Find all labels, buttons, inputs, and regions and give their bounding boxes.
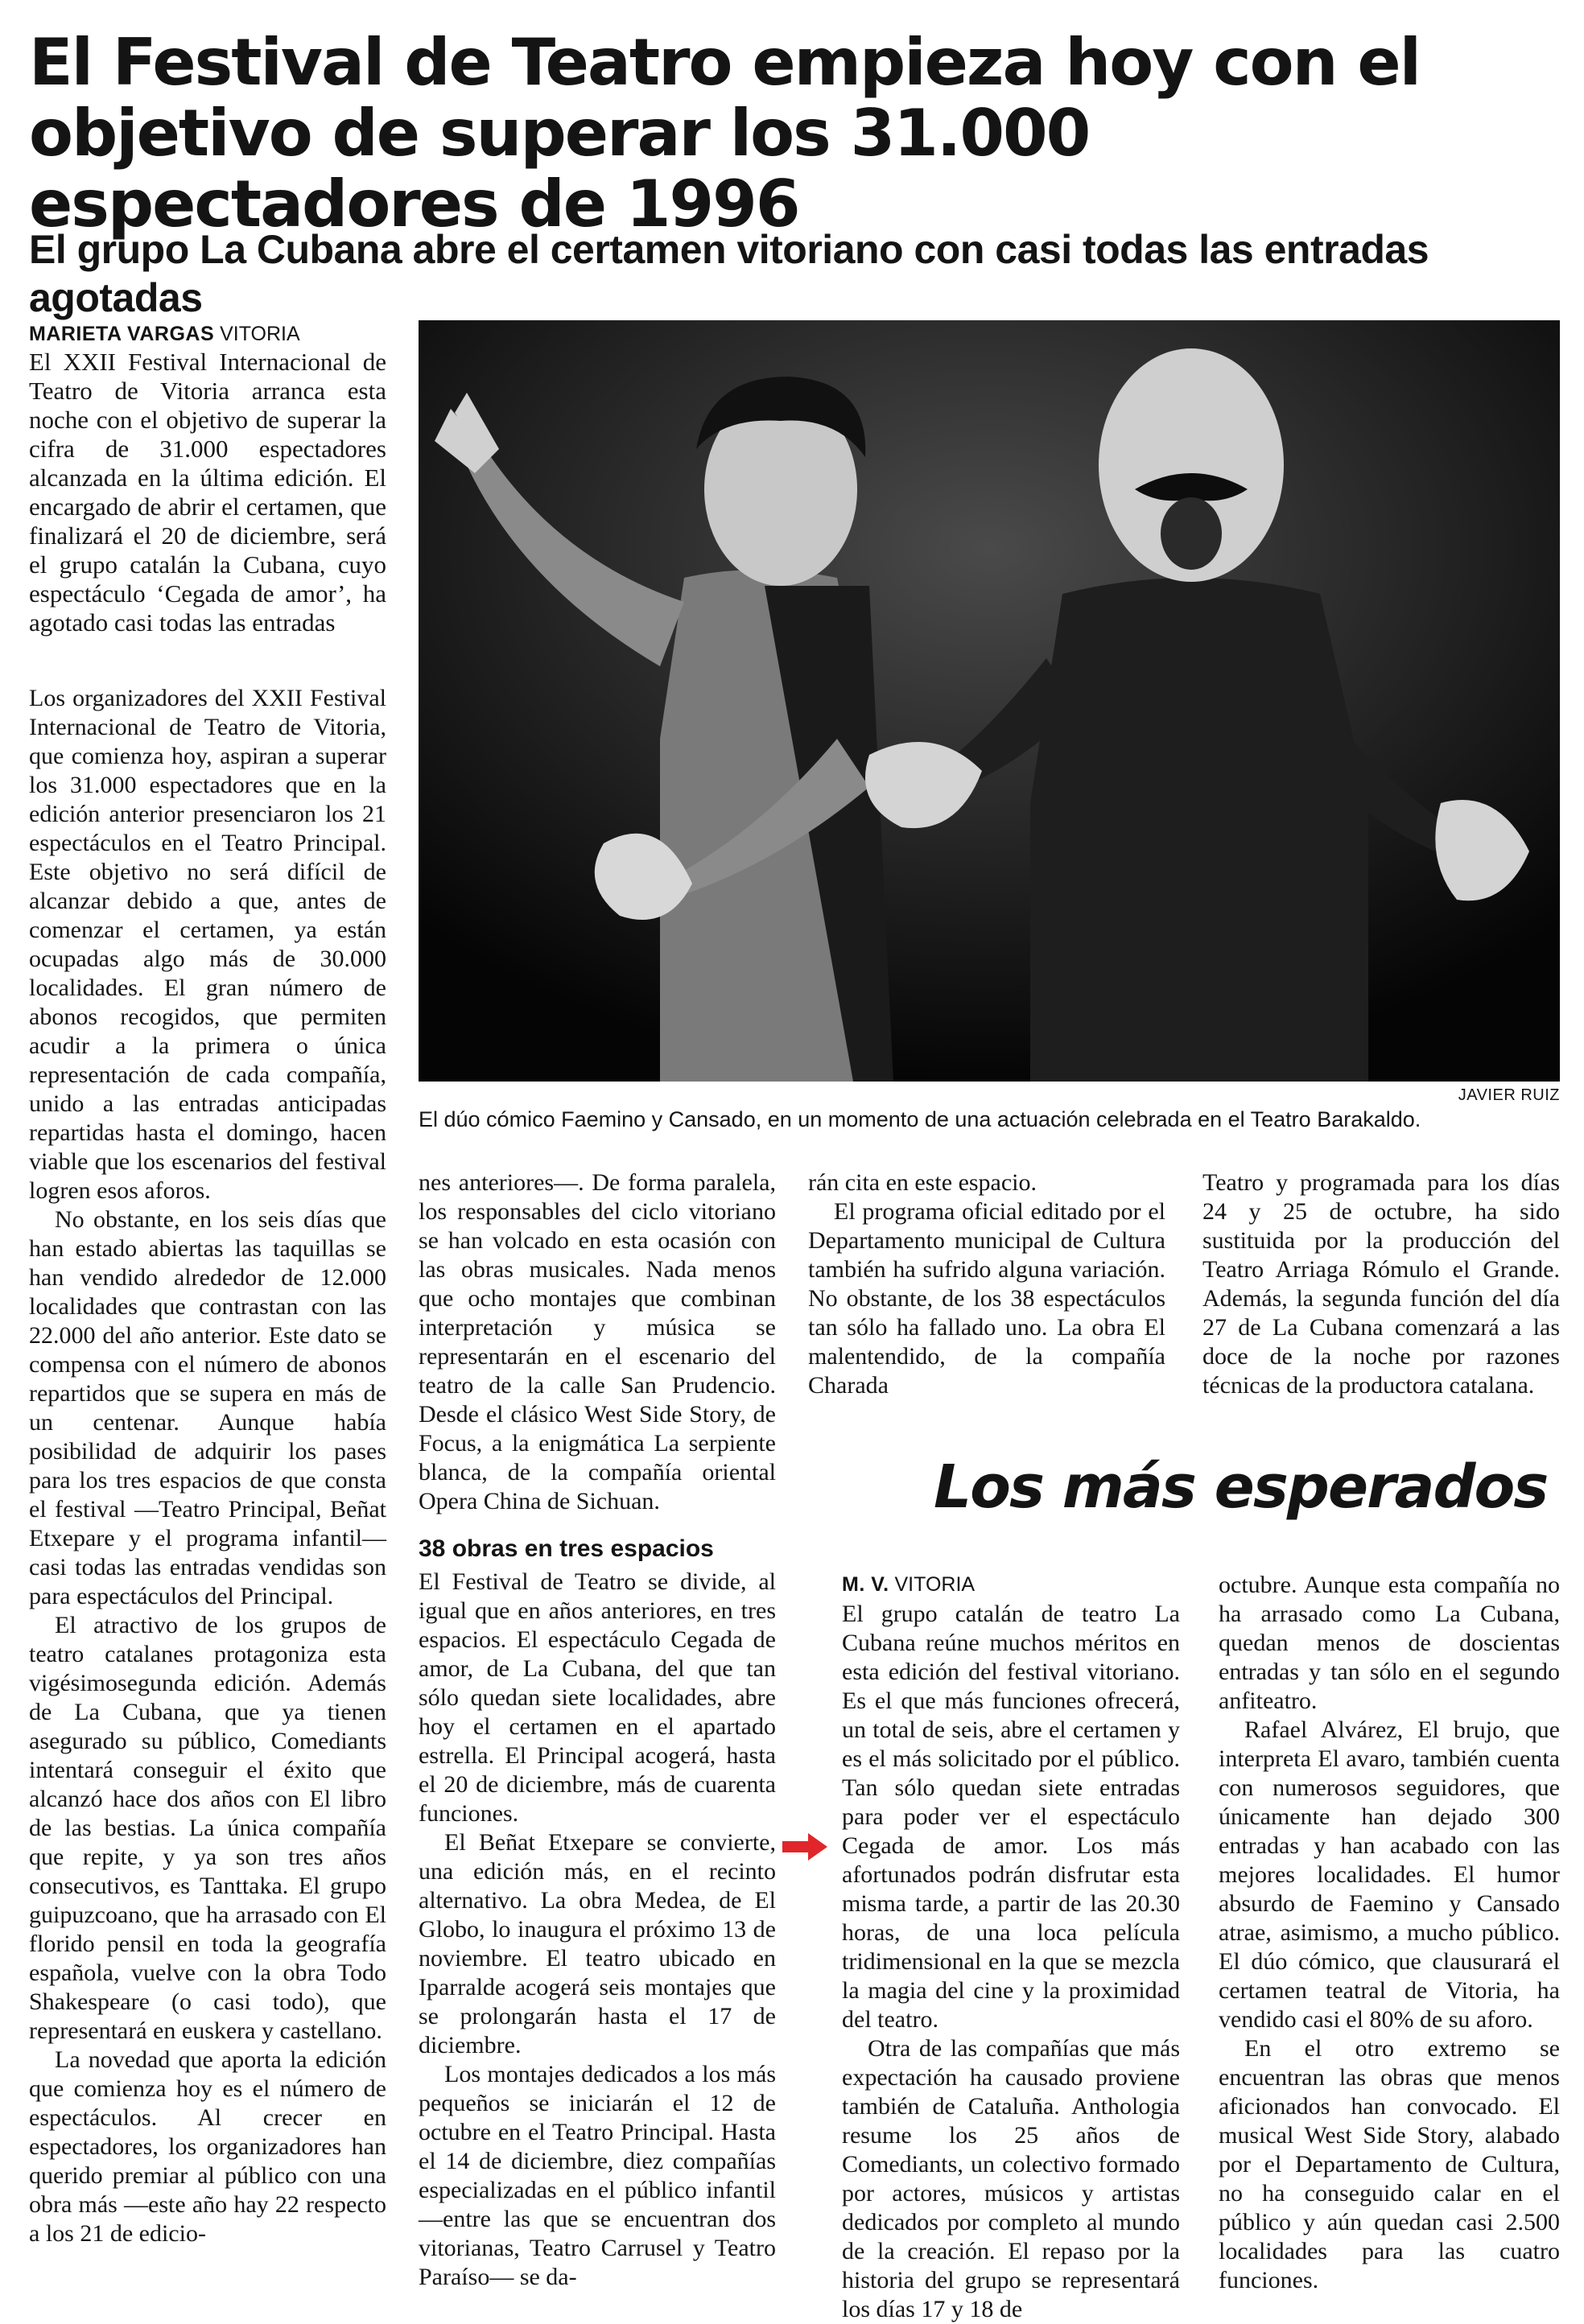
paragraph: rán cita en este espacio.	[808, 1169, 1037, 1196]
article-column-3	[808, 1168, 1165, 1410]
performers-illustration	[419, 320, 1560, 1082]
arrow-icon	[782, 1833, 827, 1860]
paragraph: Los organizadores del XXII Festival Internacional de Teatro de Vitoria, que comienza hoy, aspiran a superar los 31.000 espectadores que en la edición anterior presenciaron los 21 espectáculos en el Teatro Principal. Este objetivo no será difícil de alcanzar debido a que, antes de comenzar el certamen, ya están ocupadas algo más de 30.000 localidades. El gran número de abonos recogidos, que permiten acudir a la primera o única representación de cada compañía, unido a las entradas anticipadas repartidas hasta el domingo, hacen viable que los escenarios del festival logren esos aforos.	[29, 685, 386, 1204]
byline-author: MARIETA VARGAS	[29, 323, 215, 345]
article-column-1	[29, 684, 386, 2301]
paragraph: La novedad que aporta la edición que comienza hoy es el número de espectáculos. Al crecer en espectadores, los organizadores han querido premiar al público con una obra más —este año hay 22 respecto a los 21 de edicio-	[29, 2046, 386, 2247]
sidebar-column-b	[1219, 1571, 1560, 2301]
sidebar-byline-author: M. V.	[842, 1573, 889, 1596]
paragraph: Otra de las compañías que más expectación ha causado proviene también de Cataluña. Anthologia resume los 25 años de Comediants, un colectivo formado por actores, músicos y artistas dedicados por completo al mundo de la creación. El repaso por la historia del grupo se representará los días 17 y 18 de	[842, 2035, 1180, 2322]
paragraph: En el otro extremo se encuentran las obras que menos aficionados han convocado. El musical West Side Story, alabado por el Departamento de Cultura, no ha conseguido calar en el público y aún quedan casi 2.500 localidades para las cuatro funciones.	[1219, 2035, 1560, 2293]
article-column-2	[419, 1168, 776, 2303]
byline	[29, 320, 399, 348]
subheadline: El grupo La Cubana abre el certamen vitoriano con casi todas las entradas agotadas	[29, 227, 1429, 320]
article-column-4	[1202, 1168, 1560, 1410]
paragraph: Teatro y programada para los días 24 y 25 de octubre, ha sido sustituida por la producción del Teatro Arriaga Rómulo el Grande. Además, la segunda función del día 27 de La Cubana comenzará a las doce de la noche por razones técnicas de la productora catalana.	[1202, 1169, 1560, 1399]
paragraph: Los montajes dedicados a los más pequeños se iniciarán el 12 de octubre en el Teatro Principal. Hasta el 14 de diciembre, diez compañías especializadas en el público infantil —entre las que se encuentran dos vitorianas, Teatro Carrusel y Teatro Paraíso— se da-	[419, 2061, 776, 2290]
paragraph: Rafael Alvárez, El brujo, que interpreta El avaro, también cuenta con numerosos seguidores, que únicamente han dejado 300 entradas y han acabado con las mejores localidades. El humor absurdo de Faemino y Cansado atrae, asimismo, a mucho público. El dúo cómico, que clausurará el certamen teatral de Vitoria, ha vendido casi el 80% de su aforo.	[1219, 1716, 1560, 2033]
paragraph: nes anteriores—. De forma paralela, los responsables del ciclo vitoriano se han volcado en esta ocasión con las obras musicales. Nada menos que ocho montajes que combinan interpretación y música se representarán en el escenario del teatro de la calle San Prudencio. Desde el clásico West Side Story, de Focus, a la enigmática La serpiente blanca, de la compañía oriental Opera China de Sichuan.	[419, 1169, 776, 1514]
paragraph: El Beñat Etxepare se convierte, una edición más, en el recinto alternativo. La obra Medea, de El Globo, lo inaugura el próximo 13 de noviembre. El teatro ubicado en Iparralde acogerá seis montajes que se prolongarán hasta el 17 de diciembre.	[419, 1829, 776, 2058]
photo-caption: El dúo cómico Faemino y Cansado, en un momento de una actuación celebrada en el Teatro Barakaldo.	[419, 1107, 1421, 1131]
sidebar-column-a	[842, 1600, 1180, 2322]
lead-paragraph: El XXII Festival Internacional de Teatro de Vitoria arranca esta noche con el objetivo de superar la cifra de 31.000 espectadores alcanzada en la última edición. El encargado de abrir el certamen, que finalizará el 20 de diciembre, será el grupo catalán la Cubana, cuyo espectáculo ‘Cegada de amor’, ha agotado casi todas las entradas	[29, 348, 386, 637]
photo-credit: JAVIER RUIZ	[1458, 1086, 1560, 1104]
paragraph: El programa oficial editado por el Departamento municipal de Cultura también ha sufrido alguna variación. No obstante, de los 38 espectáculos tan sólo ha fallado uno. La obra El malentendido, de la compañía Charada	[808, 1198, 1165, 1399]
section-heading: 38 obras en tres espacios	[419, 1535, 714, 1562]
paragraph: El grupo catalán de teatro La Cubana reúne muchos méritos en esta edición del festival vitoriano. Es el que más funciones ofrecerá, un total de seis, abre el certamen y es el más solicitado por el público. Tan sólo quedan siete entradas para poder ver el espectáculo Cegada de amor. Los más afortunados podrán disfrutar esta misma tarde, a partir de las 20.30 horas, de una loca película tridimensional en la que se mezcla la magia del cine y la proximidad del teatro.	[842, 1601, 1180, 2033]
sidebar-byline-location: VITORIA	[894, 1573, 976, 1596]
paragraph: octubre. Aunque esta compañía no ha arrasado como La Cubana, quedan menos de doscientas entradas y tan sólo en el segundo anfiteatro.	[1219, 1572, 1560, 1714]
headline: El Festival de Teatro empieza hoy con el objetivo de superar los 31.000 espectadores de 1996	[29, 25, 1421, 241]
sidebar-title: Los más esperados	[934, 1452, 1548, 1522]
paragraph: No obstante, en los seis días que han estado abiertas las taquillas se han vendido alrededor de 12.000 localidades que contrastan con las 22.000 del año anterior. Este dato se compensa con el número de abonos repartidos que se supera en más de un centenar. Aunque había posibilidad de adquirir los pases para los tres espacios de que consta el festival —Teatro Principal, Beñat Etxepare y el programa infantil— casi todas las entradas vendidas son para espectáculos del Principal.	[29, 1206, 386, 1609]
byline-location: VITORIA	[220, 323, 300, 345]
photo	[419, 320, 1560, 1082]
paragraph: El atractivo de los grupos de teatro catalanes protagoniza esta vigésimosegunda edición. Además de La Cubana, que ya tienen asegurado su público, Comediants intentará conseguir el éxito que alcanzó hace dos años con El libro de las bestias. La única compañía que repite, y ya son tres años consecutivos, es Tanttaka. El grupo guipuzcoano, que ha arrasado con El florido pensil en toda la geografía española, vuelve con la obra Todo Shakespeare (o casi todo), que representará en euskera y castellano.	[29, 1612, 386, 2044]
paragraph: El Festival de Teatro se divide, al igual que en años anteriores, en tres espacios. El espectáculo Cegada de amor, de La Cubana, del que tan sólo quedan siete localidades, abre hoy el certamen en el apartado estrella. El Principal acogerá, hasta el 20 de diciembre, más de cuarenta funciones.	[419, 1568, 776, 1827]
sidebar-byline	[842, 1571, 1180, 1598]
